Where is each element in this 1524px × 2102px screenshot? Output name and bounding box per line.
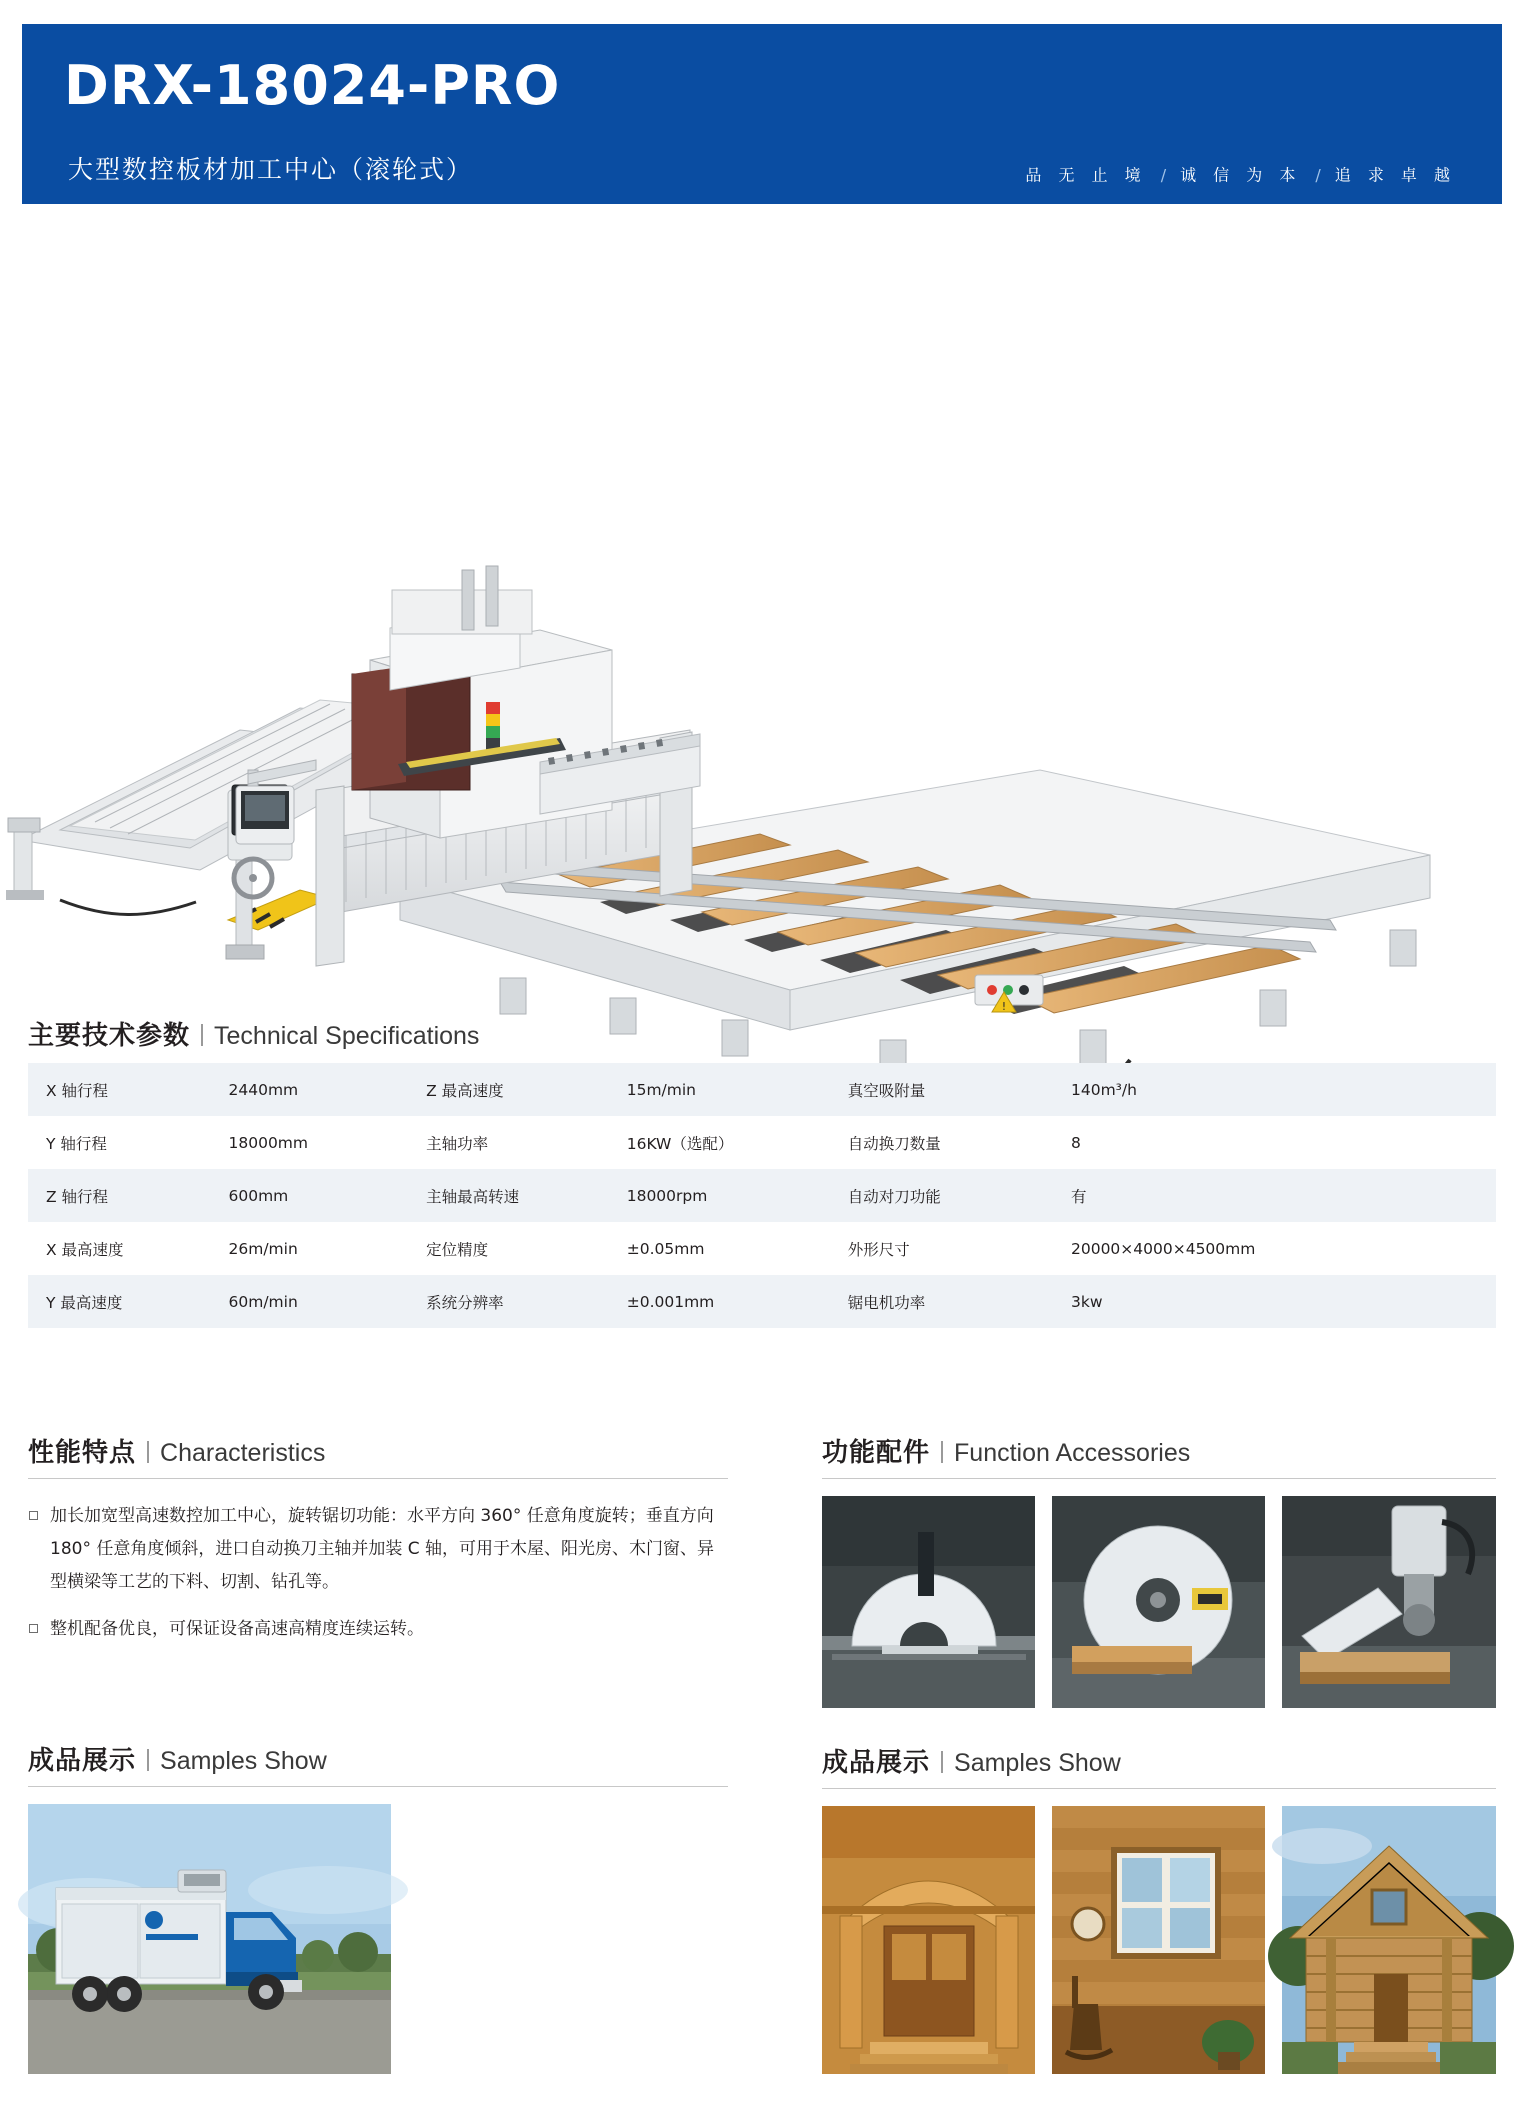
accessories-title-cn: 功能配件 xyxy=(822,1438,931,1468)
page-title: DRX-18024-PRO xyxy=(64,54,561,117)
sample-photo-log-cabin-exterior xyxy=(1282,1806,1496,2074)
spec-key: Y 轴行程 xyxy=(46,1134,107,1153)
spec-value: ±0.05mm xyxy=(626,1239,705,1258)
spec-key: 主轴最高转速 xyxy=(426,1187,520,1206)
spec-value: 8 xyxy=(1070,1133,1081,1152)
list-item: 加长加宽型高速数控加工中心，旋转锯切功能：水平方向 360° 任意角度旋转；垂直方向 180° 任意角度倾斜，进口自动换刀主轴并加装 C 轴，可用于木屋、阳光房、木门窗、异型横梁等工艺的下料、切割、钻孔等。 xyxy=(28,1500,728,1599)
svg-text:!: ! xyxy=(1001,1000,1007,1013)
sample-photo-timber-arch-entry xyxy=(822,1806,1035,2074)
table-row xyxy=(28,1275,1496,1328)
slogan-separator-1: / xyxy=(1160,165,1167,185)
slogan-separator-2: / xyxy=(1315,165,1321,185)
spec-value: 60m/min xyxy=(228,1292,298,1311)
samples-left-divider xyxy=(28,1786,728,1787)
spec-value: 600mm xyxy=(228,1186,289,1205)
spec-key: Y 最高速度 xyxy=(46,1293,123,1312)
list-item: 整机配备优良，可保证设备高速高精度连续运转。 xyxy=(28,1613,728,1646)
samples-left-title-cn: 成品展示 xyxy=(28,1746,137,1776)
title-divider xyxy=(201,1024,203,1046)
samples-right-section-title xyxy=(822,1742,1121,1779)
spec-key: Z 轴行程 xyxy=(46,1187,109,1206)
sample-photo-refrigerated-truck xyxy=(28,1804,391,2074)
samples-right-divider xyxy=(822,1788,1496,1789)
spec-key: 定位精度 xyxy=(426,1240,489,1259)
table-row xyxy=(28,1222,1496,1275)
accessory-photo-blade-cutting-wood xyxy=(1052,1496,1265,1708)
accessories-title-en: Function Accessories xyxy=(954,1439,1191,1467)
specs-title-cn: 主要技术参数 xyxy=(28,1021,191,1051)
slogan-part-1: 品 无 止 境 xyxy=(1025,165,1147,185)
characteristics-title-cn: 性能特点 xyxy=(28,1438,137,1468)
table-row xyxy=(28,1116,1496,1169)
spec-key: 自动换刀数量 xyxy=(847,1134,941,1153)
spec-value: 18000rpm xyxy=(626,1186,708,1205)
brand-slogan xyxy=(1025,163,1456,186)
title-divider xyxy=(147,1749,149,1771)
spec-key: 自动对刀功能 xyxy=(847,1187,941,1206)
spec-value: ±0.001mm xyxy=(626,1292,715,1311)
spec-value: 有 xyxy=(1070,1187,1087,1206)
spec-value: 16KW（选配） xyxy=(626,1134,734,1153)
characteristics-divider xyxy=(28,1478,728,1479)
title-divider xyxy=(941,1751,943,1773)
specs-section-title xyxy=(28,1015,479,1052)
table-row xyxy=(28,1063,1496,1116)
spec-value: 18000mm xyxy=(228,1133,309,1152)
spec-key: 外形尺寸 xyxy=(847,1240,910,1259)
title-divider xyxy=(941,1441,943,1463)
table-row xyxy=(28,1169,1496,1222)
technical-specifications-table xyxy=(28,1063,1496,1328)
characteristics-list xyxy=(28,1500,728,1661)
samples-left-section-title xyxy=(28,1740,327,1777)
accessories-divider xyxy=(822,1478,1496,1479)
page-subtitle: 大型数控板材加工中心（滚轮式） xyxy=(68,155,474,184)
spec-value: 140m³/h xyxy=(1070,1080,1137,1099)
title-divider xyxy=(147,1441,149,1463)
spec-value: 20000×4000×4500mm xyxy=(1070,1239,1256,1258)
spec-value: 15m/min xyxy=(626,1080,696,1099)
samples-left-title-en: Samples Show xyxy=(160,1747,327,1775)
spec-key: 主轴功率 xyxy=(426,1134,489,1153)
specs-title-en: Technical Specifications xyxy=(214,1022,480,1050)
samples-right-title-en: Samples Show xyxy=(954,1749,1121,1777)
header-banner xyxy=(22,24,1502,204)
spec-key: 锯电机功率 xyxy=(847,1293,926,1312)
spec-value: 26m/min xyxy=(228,1239,298,1258)
hero-machine-photo xyxy=(0,230,1524,1013)
accessories-section-title xyxy=(822,1432,1190,1469)
spec-key: X 最高速度 xyxy=(46,1240,124,1259)
spec-key: X 轴行程 xyxy=(46,1081,109,1100)
sample-photo-cabin-interior-window xyxy=(1052,1806,1265,2074)
spec-key: Z 最高速度 xyxy=(426,1081,504,1100)
spec-value: 2440mm xyxy=(228,1080,299,1099)
slogan-part-2: 诚 信 为 本 xyxy=(1180,165,1302,185)
spec-key: 系统分辨率 xyxy=(426,1293,504,1312)
characteristics-title-en: Characteristics xyxy=(160,1439,326,1467)
slogan-part-3: 追 求 卓 越 xyxy=(1334,165,1456,185)
accessory-photo-spindle-tool-head xyxy=(1282,1496,1496,1708)
samples-right-title-cn: 成品展示 xyxy=(822,1748,931,1778)
spec-value: 3kw xyxy=(1070,1292,1103,1311)
spec-key: 真空吸附量 xyxy=(847,1081,926,1100)
accessory-photo-saw-blade-head xyxy=(822,1496,1035,1708)
characteristics-section-title xyxy=(28,1432,325,1469)
